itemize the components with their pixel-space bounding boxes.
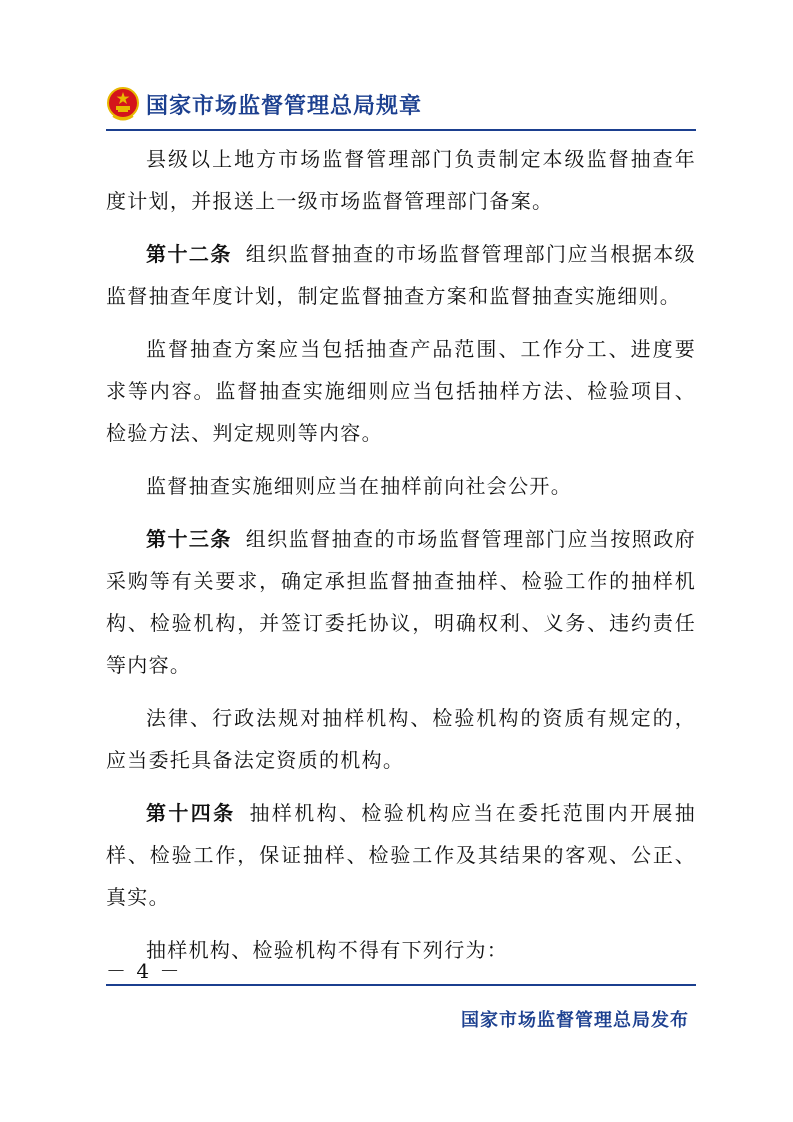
paragraph-text: 县级以上地方市场监督管理部门负责制定本级监督抽查年度计划，并报送上一级市场监督管理部门备案。 xyxy=(106,147,696,213)
paragraph xyxy=(106,697,696,781)
document-body xyxy=(106,138,696,982)
article-number: 第十二条 xyxy=(146,242,232,266)
paragraph xyxy=(106,328,696,454)
paragraph xyxy=(106,138,696,222)
national-emblem-icon xyxy=(106,86,140,122)
paragraph xyxy=(106,465,696,507)
article-number: 第十三条 xyxy=(146,527,232,551)
article-paragraph xyxy=(106,792,696,918)
paragraph-text: 抽样机构、检验机构应当在委托范围内开展抽样、检验工作，保证抽样、检验工作及其结果的客观、公正、真实。 xyxy=(106,801,696,909)
paragraph-text: 组织监督抽查的市场监督管理部门应当按照政府采购等有关要求，确定承担监督抽查抽样、检验工作的抽样机构、检验机构，并签订委托协议，明确权利、义务、违约责任等内容。 xyxy=(106,527,696,677)
paragraph xyxy=(106,929,696,971)
footer-divider xyxy=(106,984,696,986)
header-title: 国家市场监督管理总局规章 xyxy=(146,93,423,119)
paragraph-text: 抽样机构、检验机构不得有下列行为： xyxy=(146,938,509,962)
page-number: － 4 － xyxy=(106,959,182,983)
footer-publisher: 国家市场监督管理总局发布 xyxy=(461,1010,689,1031)
paragraph-text: 监督抽查实施细则应当在抽样前向社会公开。 xyxy=(146,474,572,498)
article-paragraph xyxy=(106,233,696,317)
article-paragraph xyxy=(106,518,696,686)
document-header xyxy=(106,86,422,122)
paragraph-text: 法律、行政法规对抽样机构、检验机构的资质有规定的，应当委托具备法定资质的机构。 xyxy=(106,706,696,772)
header-divider xyxy=(106,129,696,131)
article-number: 第十四条 xyxy=(146,801,236,825)
paragraph-text: 组织监督抽查的市场监督管理部门应当根据本级监督抽查年度计划，制定监督抽查方案和监督抽查实施细则。 xyxy=(106,242,696,308)
paragraph-text: 监督抽查方案应当包括抽查产品范围、工作分工、进度要求等内容。监督抽查实施细则应当包括抽样方法、检验项目、检验方法、判定规则等内容。 xyxy=(106,337,696,445)
